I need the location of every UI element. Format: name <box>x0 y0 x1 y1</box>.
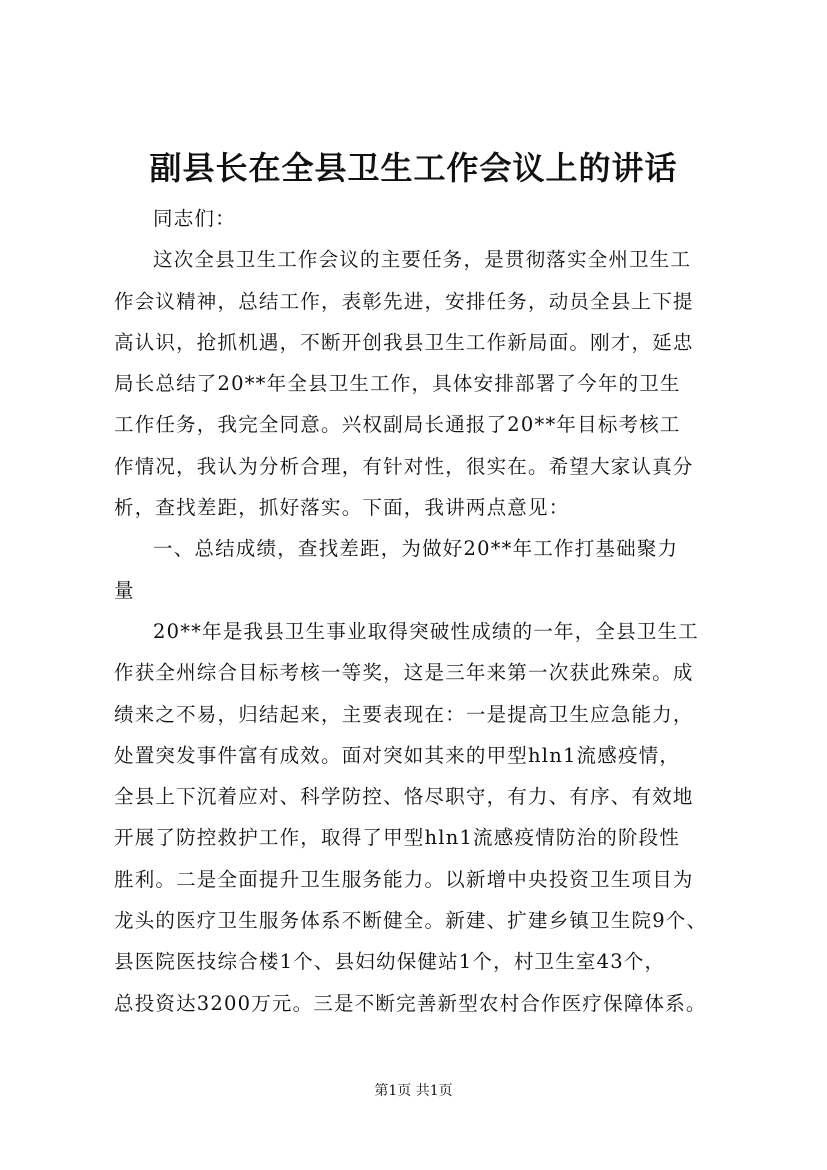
body-line: 胜利。二是全面提升卫生服务能力。以新增中央投资卫生项目为 <box>114 867 694 891</box>
body-line: 龙头的医疗卫生服务体系不断健全。新建、扩建乡镇卫生院9个、 <box>114 909 708 933</box>
body-line: 处置突发事件富有成效。面对突如其来的甲型hln1流感疫情， <box>114 743 681 767</box>
body-line: 析，查找差距，抓好落实。下面，我讲两点意见： <box>114 496 570 520</box>
body-line: 开展了防控救护工作，取得了甲型hln1流感疫情防治的阶段性 <box>114 826 681 850</box>
body-line: 作会议精神，总结工作，表彰先进，安排任务，动员全县上下提 <box>114 289 694 313</box>
body-line: 这次全县卫生工作会议的主要任务，是贯彻落实全州卫生工 <box>153 248 692 272</box>
salutation-line: 同志们： <box>153 207 236 230</box>
body-line: 全县上下沉着应对、科学防控、恪尽职守，有力、有序、有效地 <box>114 785 694 809</box>
body-line: 作情况，我认为分析合理，有针对性，很实在。希望大家认真分 <box>114 454 694 478</box>
body-line: 高认识，抢抓机遇，不断开创我县卫生工作新局面。刚才，延忠 <box>114 330 694 354</box>
section-heading-line: 量 <box>114 578 135 602</box>
body-line: 绩来之不易，归结起来，主要表现在：一是提高卫生应急能力， <box>114 702 694 726</box>
body-line: 县医院医技综合楼1个、县妇幼保健站1个，村卫生室43个， <box>114 950 666 974</box>
body-line: 总投资达3200万元。三是不断完善新型农村合作医疗保障体系。 <box>114 991 707 1015</box>
document-title: 副县长在全县卫生工作会议上的讲话 <box>149 149 678 187</box>
section-heading-line: 一、总结成绩，查找差距，为做好20**年工作打基础聚力 <box>153 537 679 561</box>
document-body <box>114 198 714 1024</box>
body-line: 作获全州综合目标考核一等奖，这是三年来第一次获此殊荣。成 <box>114 661 694 685</box>
page-footer: 第1页 共1页 <box>374 1083 453 1099</box>
body-line: 局长总结了20**年全县卫生工作，具体安排部署了今年的卫生 <box>114 372 681 396</box>
body-line: 工作任务，我完全同意。兴权副局长通报了20**年目标考核工 <box>114 413 681 437</box>
body-line: 20**年是我县卫生事业取得突破性成绩的一年，全县卫生工 <box>153 619 699 643</box>
